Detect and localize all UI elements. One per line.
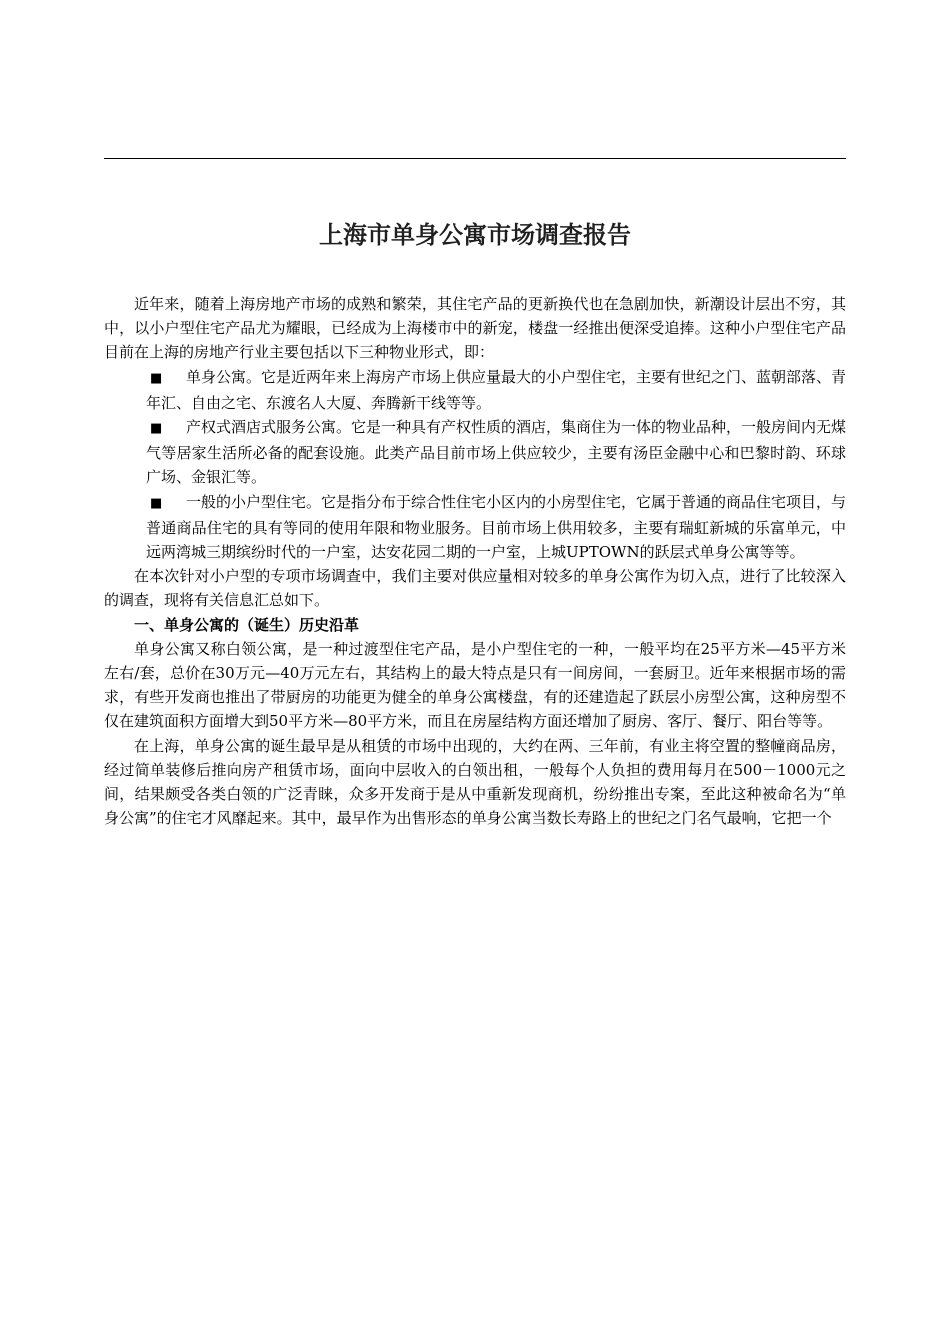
document-title: 上海市单身公寓市场调查报告 [319, 221, 631, 249]
square-bullet-icon: ■ [150, 370, 163, 386]
bullet-text: 单身公寓。它是近两年来上海房产市场上供应量最大的小户型住宅，主要有世纪之门、蓝朝部落、青年汇、自由之宅、东渡名人大厦、奔腾新干线等等。 [146, 367, 847, 412]
document-body [104, 292, 846, 830]
header-rule [104, 158, 846, 159]
bullet-text: 产权式酒店式服务公寓。它是一种具有产权性质的酒店，集商住为一体的物业品种，一般房间内无煤气等居家生活所必备的配套设施。此类产品目前市场上供应较少，主要有汤臣金融中心和巴黎时韵、环球广场、金银汇等。 [146, 418, 847, 487]
square-bullet-icon: ■ [150, 421, 163, 437]
section-heading-history: 一、单身公寓的（诞生）历史沿革 [134, 615, 360, 634]
bullet-item-single-apartment [104, 365, 846, 415]
history-paragraph-2: 在上海，单身公寓的诞生最早是从租赁的市场中出现的，大约在两、三年前，有业主将空置的整幢商品房，经过简单装修后推向房产租赁市场，面向中层收入的白领出租，一般每个人负担的费用每月在500－1000元之间，结果颇受各类白领的广泛青睐，众多开发商于是从中重新发现商机，纷纷推出专案，至此这种被命名为“单身公寓”的住宅才风靡起来。其中，最早作为出售形态的单身公寓当数长寿路上的世纪之门名气最响，它把一个 [104, 736, 846, 828]
bullet-text: 一般的小户型住宅。它是指分布于综合性住宅小区内的小房型住宅，它属于普通的商品住宅项目，与普通商品住宅的具有等同的使用年限和物业服务。目前市场上供用较多，主要有瑞虹新城的乐富单元，中远两湾城三期缤纷时代的一户室，达安花园二期的一户室，上城UPTOWN的跃层式单身公寓等等。 [146, 492, 847, 562]
bullet-item-serviced-apartment [104, 415, 846, 490]
square-bullet-icon: ■ [150, 495, 163, 511]
survey-paragraph: 在本次针对小户型的专项市场调查中，我们主要对供应量相对较多的单身公寓作为切入点，进行了比较深入的调查，现将有关信息汇总如下。 [104, 567, 846, 610]
history-paragraph-1: 单身公寓又称白领公寓，是一种过渡型住宅产品，是小户型住宅的一种，一般平均在25平方米—45平方米左右/套，总价在30万元—40万元左右，其结构上的最大特点是只有一间房间，一套厨卫。近年来根据市场的需求，有些开发商也推出了带厨房的功能更为健全的单身公寓楼盘，有的还建造起了跃层小房型公寓，这种房型不仅在建筑面积方面增大到50平方米—80平方米，而且在房屋结构方面还增加了厨房、客厅、餐厅、阳台等等。 [104, 639, 846, 731]
bullet-item-small-residence [104, 490, 846, 565]
intro-paragraph: 近年来，随着上海房地产市场的成熟和繁荣，其住宅产品的更新换代也在急剧加快，新潮设计层出不穷，其中，以小户型住宅产品尤为耀眼，已经成为上海楼市中的新宠，楼盘一经推出便深受追捧。这种小户型住宅产品目前在上海的房地产行业主要包括以下三种物业形式，即： [104, 295, 846, 362]
